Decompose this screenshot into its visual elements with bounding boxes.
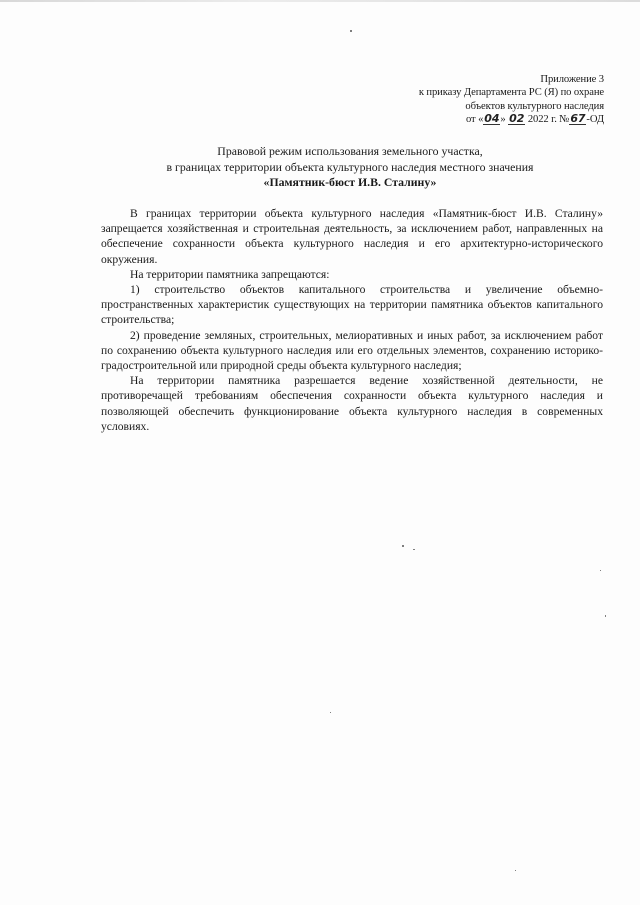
heading-monument-name: «Памятник-бюст И.В. Сталину»: [263, 175, 437, 189]
scan-speck: [413, 549, 415, 550]
appendix-header: [419, 73, 604, 127]
paragraph-permitted: На территории памятника разрешается ведение хозяйственной деятельности, не противоречащей требованиям обеспечения сохранности объекта культурного наследия и позволяющей обеспечить функционирование объекта культурного наследия в современных условиях.: [101, 374, 603, 433]
paragraph-item-1: 1) строительство объектов капитального строительства и увеличение объемно-пространственных характеристик существующих на территории памятника объектов капитального строительства;: [101, 283, 603, 327]
scan-speck: [402, 545, 404, 547]
date-year: 2022 г. №: [525, 114, 570, 126]
document-heading: [100, 144, 600, 191]
handwritten-number: 67: [570, 112, 586, 126]
handwritten-month: 02: [509, 112, 525, 126]
paragraph-restrictions-general: В границах территории объекта культурного наследия «Памятник-бюст И.В. Сталину» запрещается хозяйственная и строительная деятельность, за исключением работ, направленных на обеспечение сохранности объекта культурного наследия и его архитектурно-исторического окружения.: [101, 207, 603, 266]
paragraph-prohibited-intro: На территории памятника запрещаются:: [130, 267, 330, 281]
scan-speck: [330, 712, 331, 713]
appendix-title: Приложение 3: [540, 74, 604, 85]
number-suffix: -ОД: [586, 114, 604, 126]
scan-speck: [605, 615, 606, 617]
appendix-order-ref: к приказу Департамента РС (Я) по охране: [418, 87, 604, 99]
handwritten-day: 04: [484, 112, 500, 126]
date-prefix: от «: [465, 114, 484, 126]
scan-speck: [515, 870, 516, 871]
scan-speck: [600, 570, 601, 571]
appendix-date-number: [419, 113, 604, 126]
date-sep-1: »: [500, 114, 509, 126]
heading-line-1: Правовой режим использования земельного участка,: [217, 144, 483, 158]
appendix-department: объектов культурного наследия: [465, 100, 604, 112]
scan-speck: [350, 30, 352, 32]
paragraph-item-2: 2) проведение земляных, строительных, мелиоративных и иных работ, за исключением работ по сохранению объекта культурного наследия или его отдельных элементов, сохранению историко-градостроительной или природной среды объекта культурного наследия;: [101, 328, 603, 373]
scan-top-edge: [0, 0, 640, 2]
document-body: [101, 206, 603, 434]
heading-line-2: в границах территории объекта культурного наследия местного значения: [166, 159, 534, 174]
